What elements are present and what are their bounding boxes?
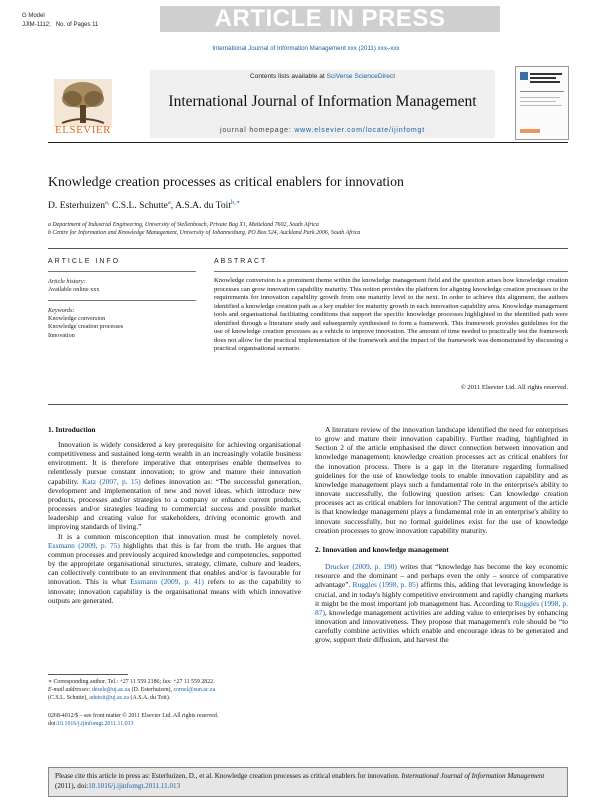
article-in-press-watermark: ARTICLE IN PRESS bbox=[160, 6, 500, 32]
corresponding-author-note: ∗ Corresponding author. Tel.: +27 11 559 2186; fax: +27 11 559 2822. bbox=[48, 679, 215, 685]
paragraph bbox=[315, 562, 568, 644]
keyword-item: Innovation bbox=[48, 331, 75, 339]
paragraph-text: affirms this, adding that leveraging knowledge is crucial, and in today's highly competitive environment and rapidly changing markets it might be the most important job management has. According to bbox=[315, 580, 569, 608]
citation-link[interactable]: Katz (2007, p. 15) bbox=[82, 476, 141, 486]
email-owner: (D. Esterhuizen), bbox=[131, 687, 172, 693]
abstract-rule bbox=[214, 271, 568, 272]
article-info-heading: ARTICLE INFO bbox=[48, 258, 121, 265]
footnote-rule bbox=[48, 674, 128, 675]
history-label: Article history: bbox=[48, 278, 86, 285]
citation-link[interactable]: Drucker (2009, p. 190) bbox=[325, 562, 397, 572]
email-link[interactable]: desele@uj.ac.za bbox=[91, 687, 131, 693]
abstract-text: Knowledge conversion is a prominent theme within the knowledge management field and the question arises how knowledge creation processes can grow innovation capability maturity. This notion provides the platform for aligning knowledge creation processes to the requirements for innovation capability growth from one maturity level to the next. In order to achieve this alignment, the authors identified a knowledge creation path as a key enabler for maturity growth in each innovation capability area. Knowledge management tools and organisational facilitating conditions that support the specific knowledge processes highlighted in the identified path were identified through a literature study and subsequently synthesised to form a framework. This framework provides guidelines for the use of knowledge creation processes as a vehicle to improve innovation. The amount of time needed to practically test the framework does not allow for the practical implementation of the framework and the impact of the framework was demonstrated by discussing a practical organisational scenario. bbox=[214, 277, 568, 353]
article-title: Knowledge creation processes as critical enablers for innovation bbox=[48, 174, 404, 189]
author-list: D. Esterhuizen$^{a,}$ C.S.L. Schutte$^a$, A.S.A. du Toit$^{b,∗}$ bbox=[48, 199, 241, 212]
section-divider bbox=[48, 248, 568, 249]
right-column bbox=[315, 425, 568, 644]
journal-cover-thumbnail bbox=[515, 66, 569, 140]
email-line bbox=[48, 694, 301, 702]
email-label: E-mail addresses: bbox=[48, 687, 91, 693]
homepage-prefix: journal homepage: bbox=[219, 127, 295, 134]
author-affil-mark[interactable]: b,∗ bbox=[231, 199, 241, 206]
paragraph-text: writes that “knowledge has become the key economic resource and the dominant – and perhaps even the only – source of comparative advantage”. bbox=[315, 562, 568, 590]
author-name: A.S.A. du Toit bbox=[175, 200, 232, 212]
doi-prefix: doi: bbox=[48, 721, 58, 727]
affiliation-a: a Department of Industrial Engineering, University of Stellenbosch, Private Bag X1, Matieland 7602, South Africa bbox=[48, 222, 319, 228]
email-link[interactable]: cornel@sun.ac.za bbox=[173, 687, 216, 693]
paragraph-text: Innovation is widely considered a key prerequisite for achieving organisational competitiveness and sustained long-term wealth in an increasingly volatile business environment. It is therefore imperative that enterprises enable themselves to relentlessly pursue constant innovation; to grow and mature their innovation capability. bbox=[48, 440, 301, 486]
citation-link[interactable]: Ruggles (1998, p. 87) bbox=[315, 598, 568, 617]
cite-text: Please cite this article in press as: Esterhuizen, D., et al. Knowledge creation processes as critical enablers for innovation. bbox=[55, 772, 400, 780]
section-divider bbox=[48, 404, 568, 405]
email-owner: (A.S.A. du Toit). bbox=[130, 695, 171, 701]
journal-homepage bbox=[150, 127, 495, 134]
keyword-item: Knowledge conversion bbox=[48, 315, 106, 322]
elsevier-wordmark: ELSEVIER bbox=[55, 124, 111, 136]
cite-this-article-box bbox=[48, 767, 568, 797]
keywords-list bbox=[48, 315, 123, 340]
abstract-heading: ABSTRACT bbox=[214, 258, 268, 265]
model-line: G Model bbox=[22, 13, 45, 19]
sciencedirect-link[interactable]: SciVerse ScienceDirect bbox=[326, 73, 396, 80]
footnotes bbox=[48, 678, 301, 702]
homepage-link[interactable]: www.elsevier.com/locate/ijinfomgt bbox=[294, 127, 425, 134]
history-value: Available online xxx bbox=[48, 286, 100, 293]
left-column bbox=[48, 440, 301, 605]
author-name: C.S.L. Schutte bbox=[111, 200, 168, 212]
keywords-rule bbox=[48, 300, 196, 301]
keywords-label: Keywords: bbox=[48, 307, 75, 314]
paragraph: A literature review of the innovation landscape identified the need for enterprises to grow and mature their innovation capability. Further reading, highlighted in Section 2 of the article emphasised the direct connection between innovation and knowledge management; knowledge creation processes act as critical enablers for the innovation process. There is a gap in the literature regarding formalised guidelines for the use of knowledge tools to enable innovation capability and as knowledge management plays such a fundamental role in the enterprise's ability to innovate successfully, the following question arises: Can knowledge creation processes act as critical enablers for innovation? The central argument of the article is that knowledge management plays a fundamental role in an enterprise's ability to innovate successfully, but no formal guidelines exist for the use of knowledge creation processes to grow innovation capability maturity. bbox=[315, 425, 568, 535]
section-1-heading: 1. Introduction bbox=[48, 425, 96, 434]
front-matter bbox=[48, 712, 301, 728]
cite-journal: International Journal of Information Management bbox=[401, 772, 545, 780]
header-divider bbox=[48, 142, 568, 143]
doi-link[interactable]: 10.1016/j.ijinfomgt.2011.11.013 bbox=[57, 721, 134, 727]
cite-text-2: (2011), doi: bbox=[55, 782, 89, 790]
author-affil-mark[interactable]: a, bbox=[105, 199, 110, 206]
contents-line bbox=[150, 73, 495, 80]
paragraph-text: highlights that this is far from the truth. He argues that common processes and previously acquired knowledge and competencies, supported by the appropriate organisational structures, strategy, climate, culture and leaders, can collectively contribute to an environment that enables and/or is favourable for innovation. This is what bbox=[48, 540, 302, 587]
paragraph-text: It is a common misconception that innovation must be completely novel. bbox=[58, 531, 301, 541]
journal-title: International Journal of Information Management bbox=[168, 93, 477, 110]
abstract-copyright: © 2011 Elsevier Ltd. All rights reserved. bbox=[460, 384, 568, 391]
author-name: D. Esterhuizen bbox=[48, 200, 106, 212]
citation-link[interactable]: Ruggles (1998, p. 85) bbox=[352, 580, 419, 590]
email-line bbox=[48, 686, 301, 694]
author-affil-mark[interactable]: a bbox=[167, 199, 171, 206]
contents-prefix: Contents lists available at bbox=[249, 73, 327, 80]
citation-link[interactable]: Essmann (2009, p. 75) bbox=[48, 540, 120, 550]
issn-line: 0268-4012/$ – see front matter © 2011 Elsevier Ltd. All rights reserved. bbox=[48, 713, 219, 719]
paragraph-text: , knowledge management activities are adding value to enterprises by enhancing innovation and innovativeness. They propose that management's role should be “to carefully combine activities which enable and encourage ideas to be generated and grow, support their diffusion, and harvest the bbox=[315, 607, 568, 645]
paragraph bbox=[48, 440, 301, 532]
email-owner: (C.S.L. Schutte), bbox=[48, 695, 88, 701]
paragraph-text: refers to as the capability to innovate; innovation capability is the organisational means with which innovative outputs are generated. bbox=[48, 577, 302, 605]
journal-citation-link[interactable]: International Journal of Information Management xxx (2011) xxx–xxx bbox=[212, 45, 400, 52]
pages-line: No. of Pages 11 bbox=[55, 21, 99, 28]
model-info bbox=[22, 12, 98, 29]
article-info-rule bbox=[48, 271, 196, 272]
doi-line bbox=[48, 720, 301, 728]
email-link[interactable]: adutoit@uj.ac.za bbox=[89, 695, 130, 701]
ref-line: JJIM-1112; bbox=[22, 21, 51, 28]
paragraph bbox=[48, 532, 301, 605]
keyword-item: Knowledge creation processes bbox=[48, 323, 124, 331]
affiliation-b: b Centre for Information and Knowledge Management, University of Johannesburg, PO Box 524, Auckland Park 2006, South Africa bbox=[48, 230, 361, 236]
paragraph-text: defines innovation as: “The successful generation, development and implementation of new and novel ideas, which introduce new products, processes and/or strategies to a company or enhance current products, processes and/or strategies leading to commercial success and possible market leadership and creating value for stakeholders, driving economic growth and improving standards of living.” bbox=[48, 476, 302, 532]
citation-link[interactable]: Essmann (2009, p. 41) bbox=[130, 577, 204, 587]
section-2-heading: 2. Innovation and knowledge management bbox=[315, 544, 449, 554]
cite-doi-link[interactable]: 10.1016/j.ijinfomgt.2011.11.013 bbox=[88, 782, 181, 790]
